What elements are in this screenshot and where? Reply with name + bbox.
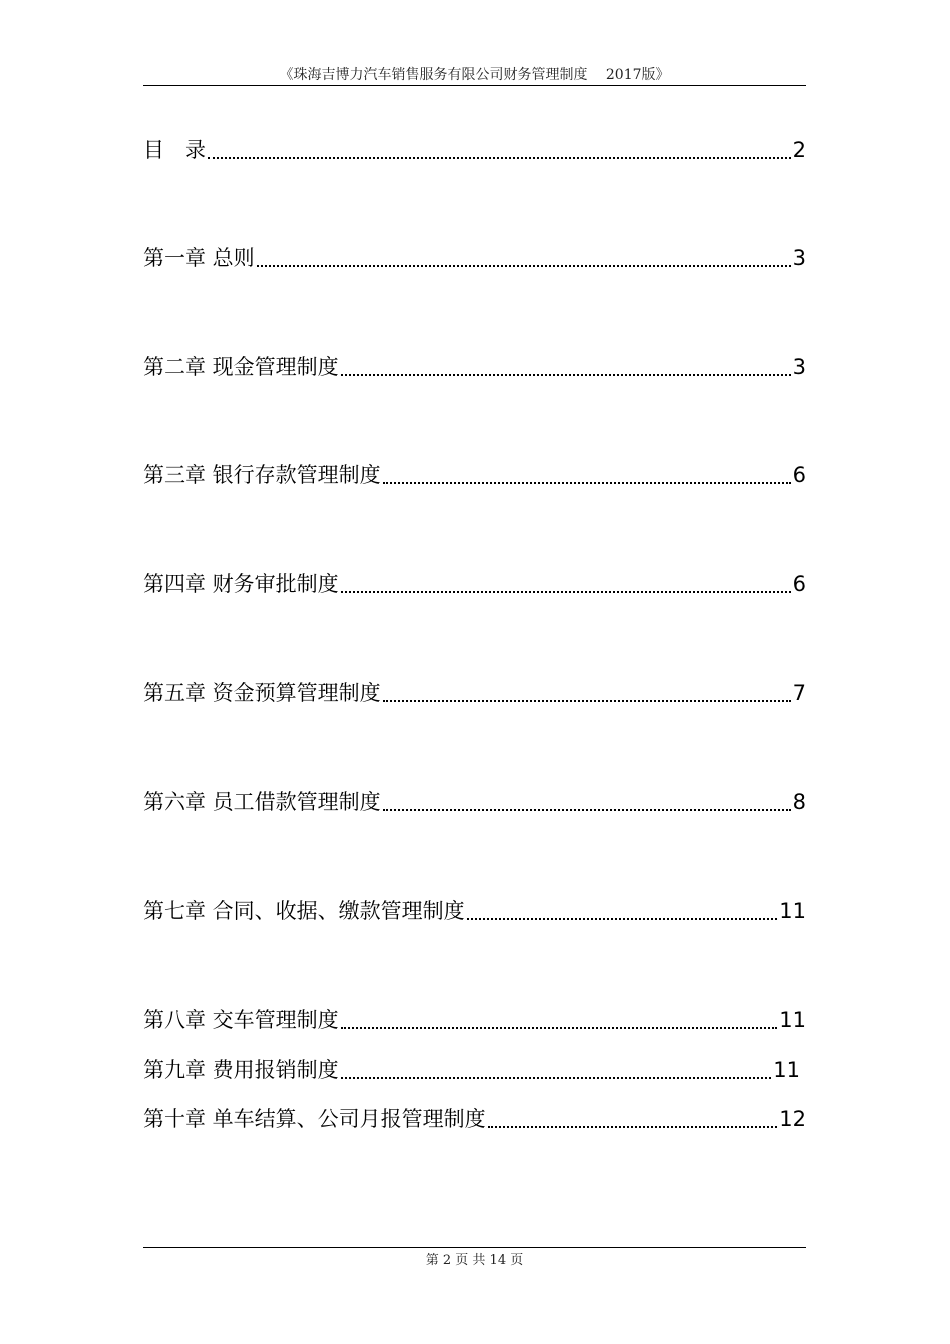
toc-page-number: 2 [792, 138, 806, 162]
toc-leader [383, 700, 791, 702]
page-footer: 第 2 页 共 14 页 [425, 1253, 524, 1268]
toc-leader [208, 157, 791, 159]
toc-leader [383, 809, 791, 811]
toc-title: 第一章 总则 [143, 246, 255, 270]
toc-leader [341, 591, 791, 593]
toc-entry[interactable] [143, 352, 806, 382]
toc-entry[interactable] [143, 1055, 800, 1085]
toc-title: 第八章 交车管理制度 [143, 1008, 339, 1032]
toc-title: 第四章 财务审批制度 [143, 572, 339, 596]
toc-title: 第二章 现金管理制度 [143, 355, 339, 379]
toc-entry[interactable] [143, 896, 806, 926]
toc-page-number: 7 [792, 681, 806, 705]
header-rule [143, 85, 806, 86]
toc-page-number: 8 [792, 790, 806, 814]
toc-title: 第六章 员工借款管理制度 [143, 790, 381, 814]
toc-page-number: 6 [792, 572, 806, 596]
toc-entry[interactable] [143, 569, 806, 599]
toc-leader [257, 265, 791, 267]
toc-title: 目 录 [143, 138, 206, 162]
toc-title: 第七章 合同、收据、缴款管理制度 [143, 899, 465, 923]
toc-page-number: 3 [792, 355, 806, 379]
toc-entry[interactable] [143, 1104, 806, 1134]
toc-entry[interactable] [143, 460, 806, 490]
toc-leader [488, 1126, 778, 1128]
toc-leader [341, 374, 791, 376]
toc-leader [467, 918, 778, 920]
toc-page-number: 12 [779, 1107, 806, 1131]
toc-page-number: 3 [792, 246, 806, 270]
toc-leader [341, 1077, 772, 1079]
toc-title: 第三章 银行存款管理制度 [143, 463, 381, 487]
toc-page-number: 11 [779, 899, 806, 923]
toc-page-number: 11 [779, 1008, 806, 1032]
toc-page-number: 6 [792, 463, 806, 487]
toc-title: 第九章 费用报销制度 [143, 1058, 339, 1082]
toc-leader [383, 482, 791, 484]
page-header: 《珠海吉博力汽车销售服务有限公司财务管理制度 2017版》 [279, 67, 670, 83]
toc-page-number: 11 [773, 1058, 800, 1082]
toc-title: 第十章 单车结算、公司月报管理制度 [143, 1107, 486, 1131]
toc-title: 第五章 资金预算管理制度 [143, 681, 381, 705]
toc-entry[interactable] [143, 135, 806, 165]
toc-entry[interactable] [143, 678, 806, 708]
toc-leader [341, 1027, 778, 1029]
toc-entry[interactable] [143, 243, 806, 273]
toc-entry[interactable] [143, 787, 806, 817]
footer-rule [143, 1247, 806, 1248]
toc-entry[interactable] [143, 1005, 806, 1035]
